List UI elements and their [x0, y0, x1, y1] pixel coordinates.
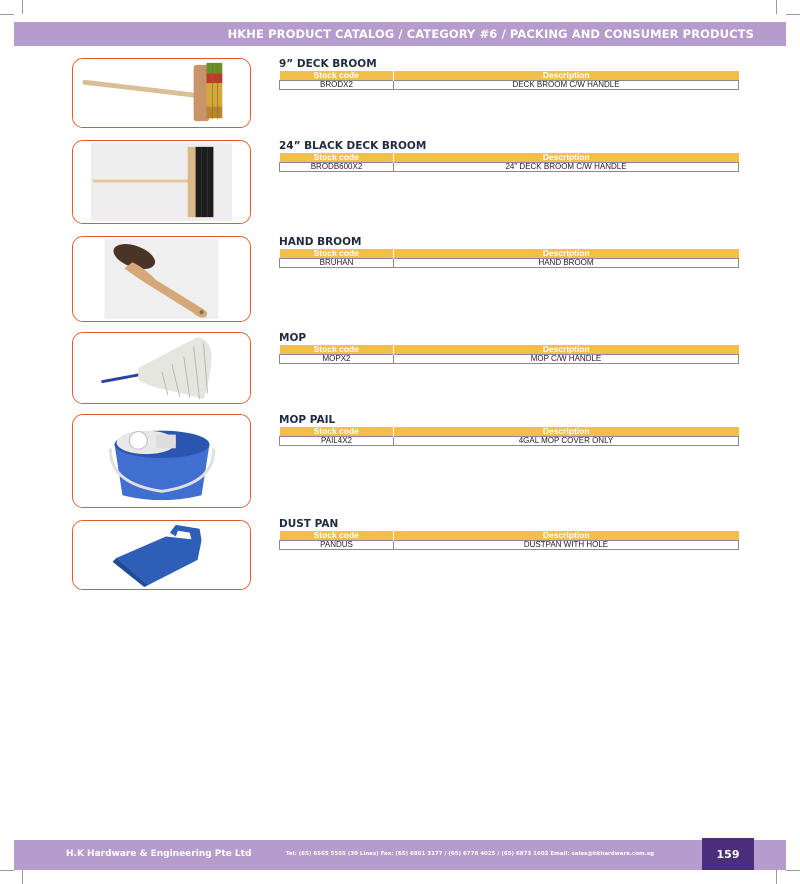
catalog-footer: [14, 840, 786, 870]
crop-mark: [776, 0, 777, 14]
spec-table: [279, 249, 739, 268]
stock-code-cell: BRODB600X2: [280, 163, 394, 172]
stock-code-header: Stock code: [280, 345, 394, 355]
hand-broom-image: [73, 237, 250, 321]
table-row: [280, 355, 739, 364]
spec-table: [279, 71, 739, 90]
spec-table: [279, 427, 739, 446]
page-title: HKHE PRODUCT CATALOG / CATEGORY #6 / PACKING AND CONSUMER PRODUCTS: [227, 27, 754, 41]
stock-code-cell: PAIL4X2: [280, 437, 394, 446]
crop-mark: [786, 14, 800, 15]
crop-mark: [776, 870, 777, 884]
stock-code-cell: BRODX2: [280, 81, 394, 90]
product-title: MOP PAIL: [279, 414, 336, 426]
product-entry: [279, 414, 739, 446]
table-row: [280, 541, 739, 550]
contact-info: Tel: (65) 6565 5555 (30 Lines) Fax: (65) 6861 3177 / (65) 6778 4025 / (65) 6873 1602 Email: sales@hkhardware.com.sg: [286, 851, 655, 857]
product-title: DUST PAN: [279, 518, 339, 530]
description-cell: DUSTPAN WITH HOLE: [394, 541, 739, 550]
stock-code-cell: PANDUS: [280, 541, 394, 550]
catalog-header: [14, 22, 786, 46]
description-header: Description: [394, 153, 739, 163]
stock-code-header: Stock code: [280, 153, 394, 163]
spec-table: [279, 153, 739, 172]
crop-mark: [0, 870, 14, 871]
table-row: [280, 259, 739, 268]
product-image-frame: [72, 140, 251, 224]
product-image-frame: [72, 520, 251, 590]
description-cell: HAND BROOM: [394, 259, 739, 268]
table-row: [280, 163, 739, 172]
product-image-frame: [72, 236, 251, 322]
spec-table: [279, 531, 739, 550]
company-name: H.K Hardware & Engineering Pte Ltd: [66, 849, 252, 859]
product-image-frame: [72, 332, 251, 404]
stock-code-header: Stock code: [280, 427, 394, 437]
product-entry: [279, 518, 739, 550]
description-cell: DECK BROOM C/W HANDLE: [394, 81, 739, 90]
description-cell: 4GAL MOP COVER ONLY: [394, 437, 739, 446]
stock-code-header: Stock code: [280, 71, 394, 81]
stock-code-cell: BRUHAN: [280, 259, 394, 268]
mop-pail-image: [73, 415, 250, 507]
product-image-frame: [72, 58, 251, 128]
description-header: Description: [394, 531, 739, 541]
product-entry: [279, 236, 739, 268]
product-entry: [279, 140, 739, 172]
product-title: MOP: [279, 332, 307, 344]
product-title: HAND BROOM: [279, 236, 362, 248]
table-row: [280, 81, 739, 90]
description-cell: MOP C/W HANDLE: [394, 355, 739, 364]
product-title: 9” DECK BROOM: [279, 58, 377, 70]
description-cell: 24" DECK BROOM C/W HANDLE: [394, 163, 739, 172]
table-row: [280, 437, 739, 446]
crop-mark: [0, 14, 14, 15]
description-header: Description: [394, 71, 739, 81]
product-entry: [279, 332, 739, 364]
stock-code-cell: MOPX2: [280, 355, 394, 364]
page-number: 159: [702, 838, 754, 870]
crop-mark: [22, 870, 23, 884]
description-header: Description: [394, 345, 739, 355]
dust-pan-image: [73, 521, 250, 589]
product-entry: [279, 58, 739, 90]
mop-image: [73, 333, 250, 403]
crop-mark: [786, 870, 800, 871]
deck-broom-image: [73, 59, 250, 127]
stock-code-header: Stock code: [280, 531, 394, 541]
description-header: Description: [394, 249, 739, 259]
stock-code-header: Stock code: [280, 249, 394, 259]
crop-mark: [22, 0, 23, 14]
product-image-frame: [72, 414, 251, 508]
black-deck-broom-image: [73, 141, 250, 223]
description-header: Description: [394, 427, 739, 437]
spec-table: [279, 345, 739, 364]
product-title: 24” BLACK DECK BROOM: [279, 140, 427, 152]
